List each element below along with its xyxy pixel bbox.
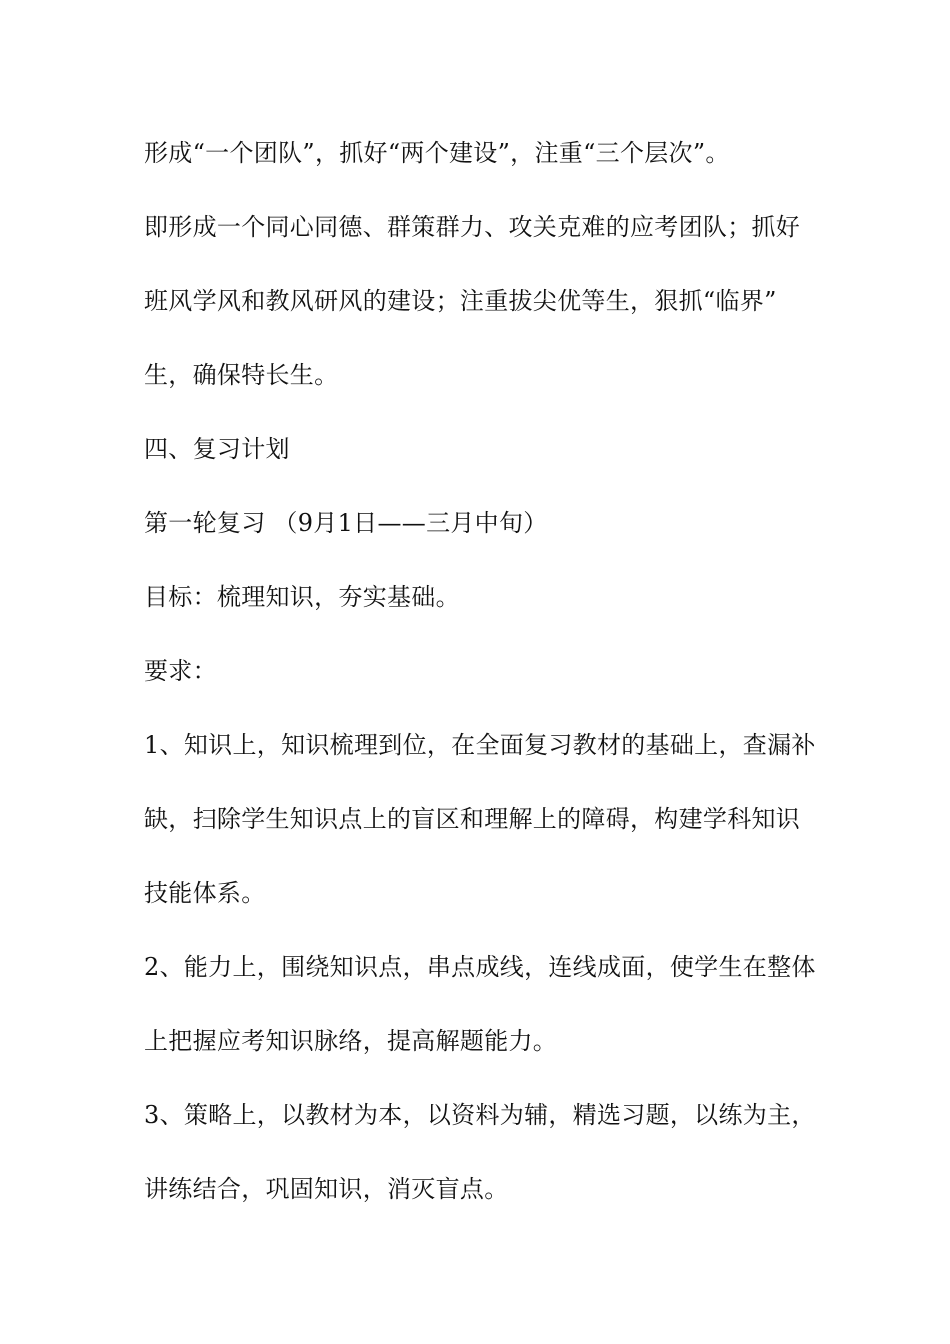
- goal-line: 目标：梳理知识，夯实基础。: [144, 583, 460, 611]
- list-item-line: 2、能力上，围绕知识点，串点成线，连线成面，使学生在整体: [144, 953, 816, 981]
- paragraph-line: 即形成一个同心同德、群策群力、攻关克难的应考团队；抓好: [144, 213, 801, 241]
- list-item-line: 1、知识上，知识梳理到位，在全面复习教材的基础上，查漏补: [144, 731, 816, 759]
- list-item-line: 讲练结合，巩固知识，消灭盲点。: [144, 1175, 509, 1203]
- list-item-line: 3、策略上，以教材为本，以资料为辅，精选习题，以练为主，: [144, 1101, 816, 1129]
- list-item-line: 技能体系。: [144, 879, 266, 907]
- list-item-line: 缺，扫除学生知识点上的盲区和理解上的障碍，构建学科知识: [144, 805, 801, 833]
- subsection-heading: 第一轮复习 （9月1日——三月中旬）: [144, 509, 548, 537]
- section-heading: 四、复习计划: [144, 435, 290, 463]
- list-item-line: 上把握应考知识脉络，提高解题能力。: [144, 1027, 558, 1055]
- paragraph-line: 生，确保特长生。: [144, 361, 339, 389]
- requirements-label: 要求：: [144, 657, 217, 685]
- paragraph-line: 班风学风和教风研风的建设；注重拔尖优等生，狠抓“临界”: [144, 287, 777, 315]
- paragraph-line: 形成“一个团队”，抓好“两个建设”，注重“三个层次”。: [144, 139, 730, 167]
